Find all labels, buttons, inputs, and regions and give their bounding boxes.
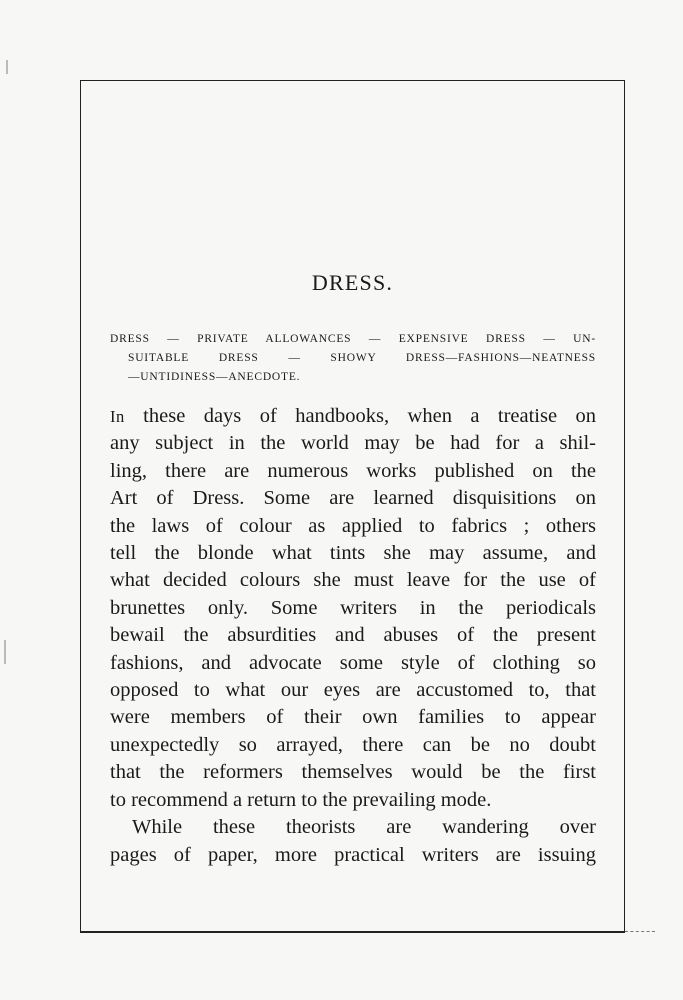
synopsis-line: DRESS — PRIVATE ALLOWANCES — EXPENSIVE DRESS — UN- — [110, 333, 596, 345]
body-text — [110, 403, 596, 869]
body-line — [110, 403, 596, 430]
chapter-synopsis — [110, 330, 596, 387]
body-line: any subject in the world may be had for a shil- — [110, 432, 596, 455]
bottom-rule-tail — [625, 931, 655, 932]
body-line: the laws of colour as applied to fabrics ; others — [110, 514, 596, 537]
margin-blemish — [4, 640, 6, 664]
chapter-heading: DRESS. — [311, 270, 394, 295]
body-line: fashions, and advocate some style of clothing so — [110, 651, 596, 674]
body-line: ling, there are numerous works published on the — [110, 459, 596, 482]
bottom-rule — [80, 931, 625, 933]
body-line: that the reformers themselves would be the first — [110, 761, 596, 784]
body-line: brunettes only. Some writers in the periodicals — [110, 596, 596, 619]
synopsis-line: —UNTIDINESS—ANECDOTE. — [128, 371, 301, 383]
body-line: opposed to what our eyes are accustomed to, that — [110, 679, 596, 702]
body-line-text: these days of handbooks, when a treatise on — [143, 405, 596, 427]
body-line: While these theorists are wandering over — [132, 816, 596, 839]
body-line: Art of Dress. Some are learned disquisitions on — [110, 487, 596, 510]
body-line: tell the blonde what tints she may assume, and — [110, 542, 596, 565]
body-line: unexpectedly so arrayed, there can be no doubt — [110, 733, 596, 756]
body-line: were members of their own families to appear — [110, 706, 596, 729]
body-line: bewail the absurdities and abuses of the present — [110, 624, 596, 647]
body-line: what decided colours she must leave for the use of — [110, 569, 596, 592]
body-line: to recommend a return to the prevailing mode. — [110, 788, 492, 811]
synopsis-line: SUITABLE DRESS — SHOWY DRESS—FASHIONS—NEATNESS — [128, 352, 596, 364]
drop-word: In — [110, 407, 125, 426]
margin-blemish — [6, 60, 8, 74]
body-line: pages of paper, more practical writers are issuing — [110, 843, 596, 866]
